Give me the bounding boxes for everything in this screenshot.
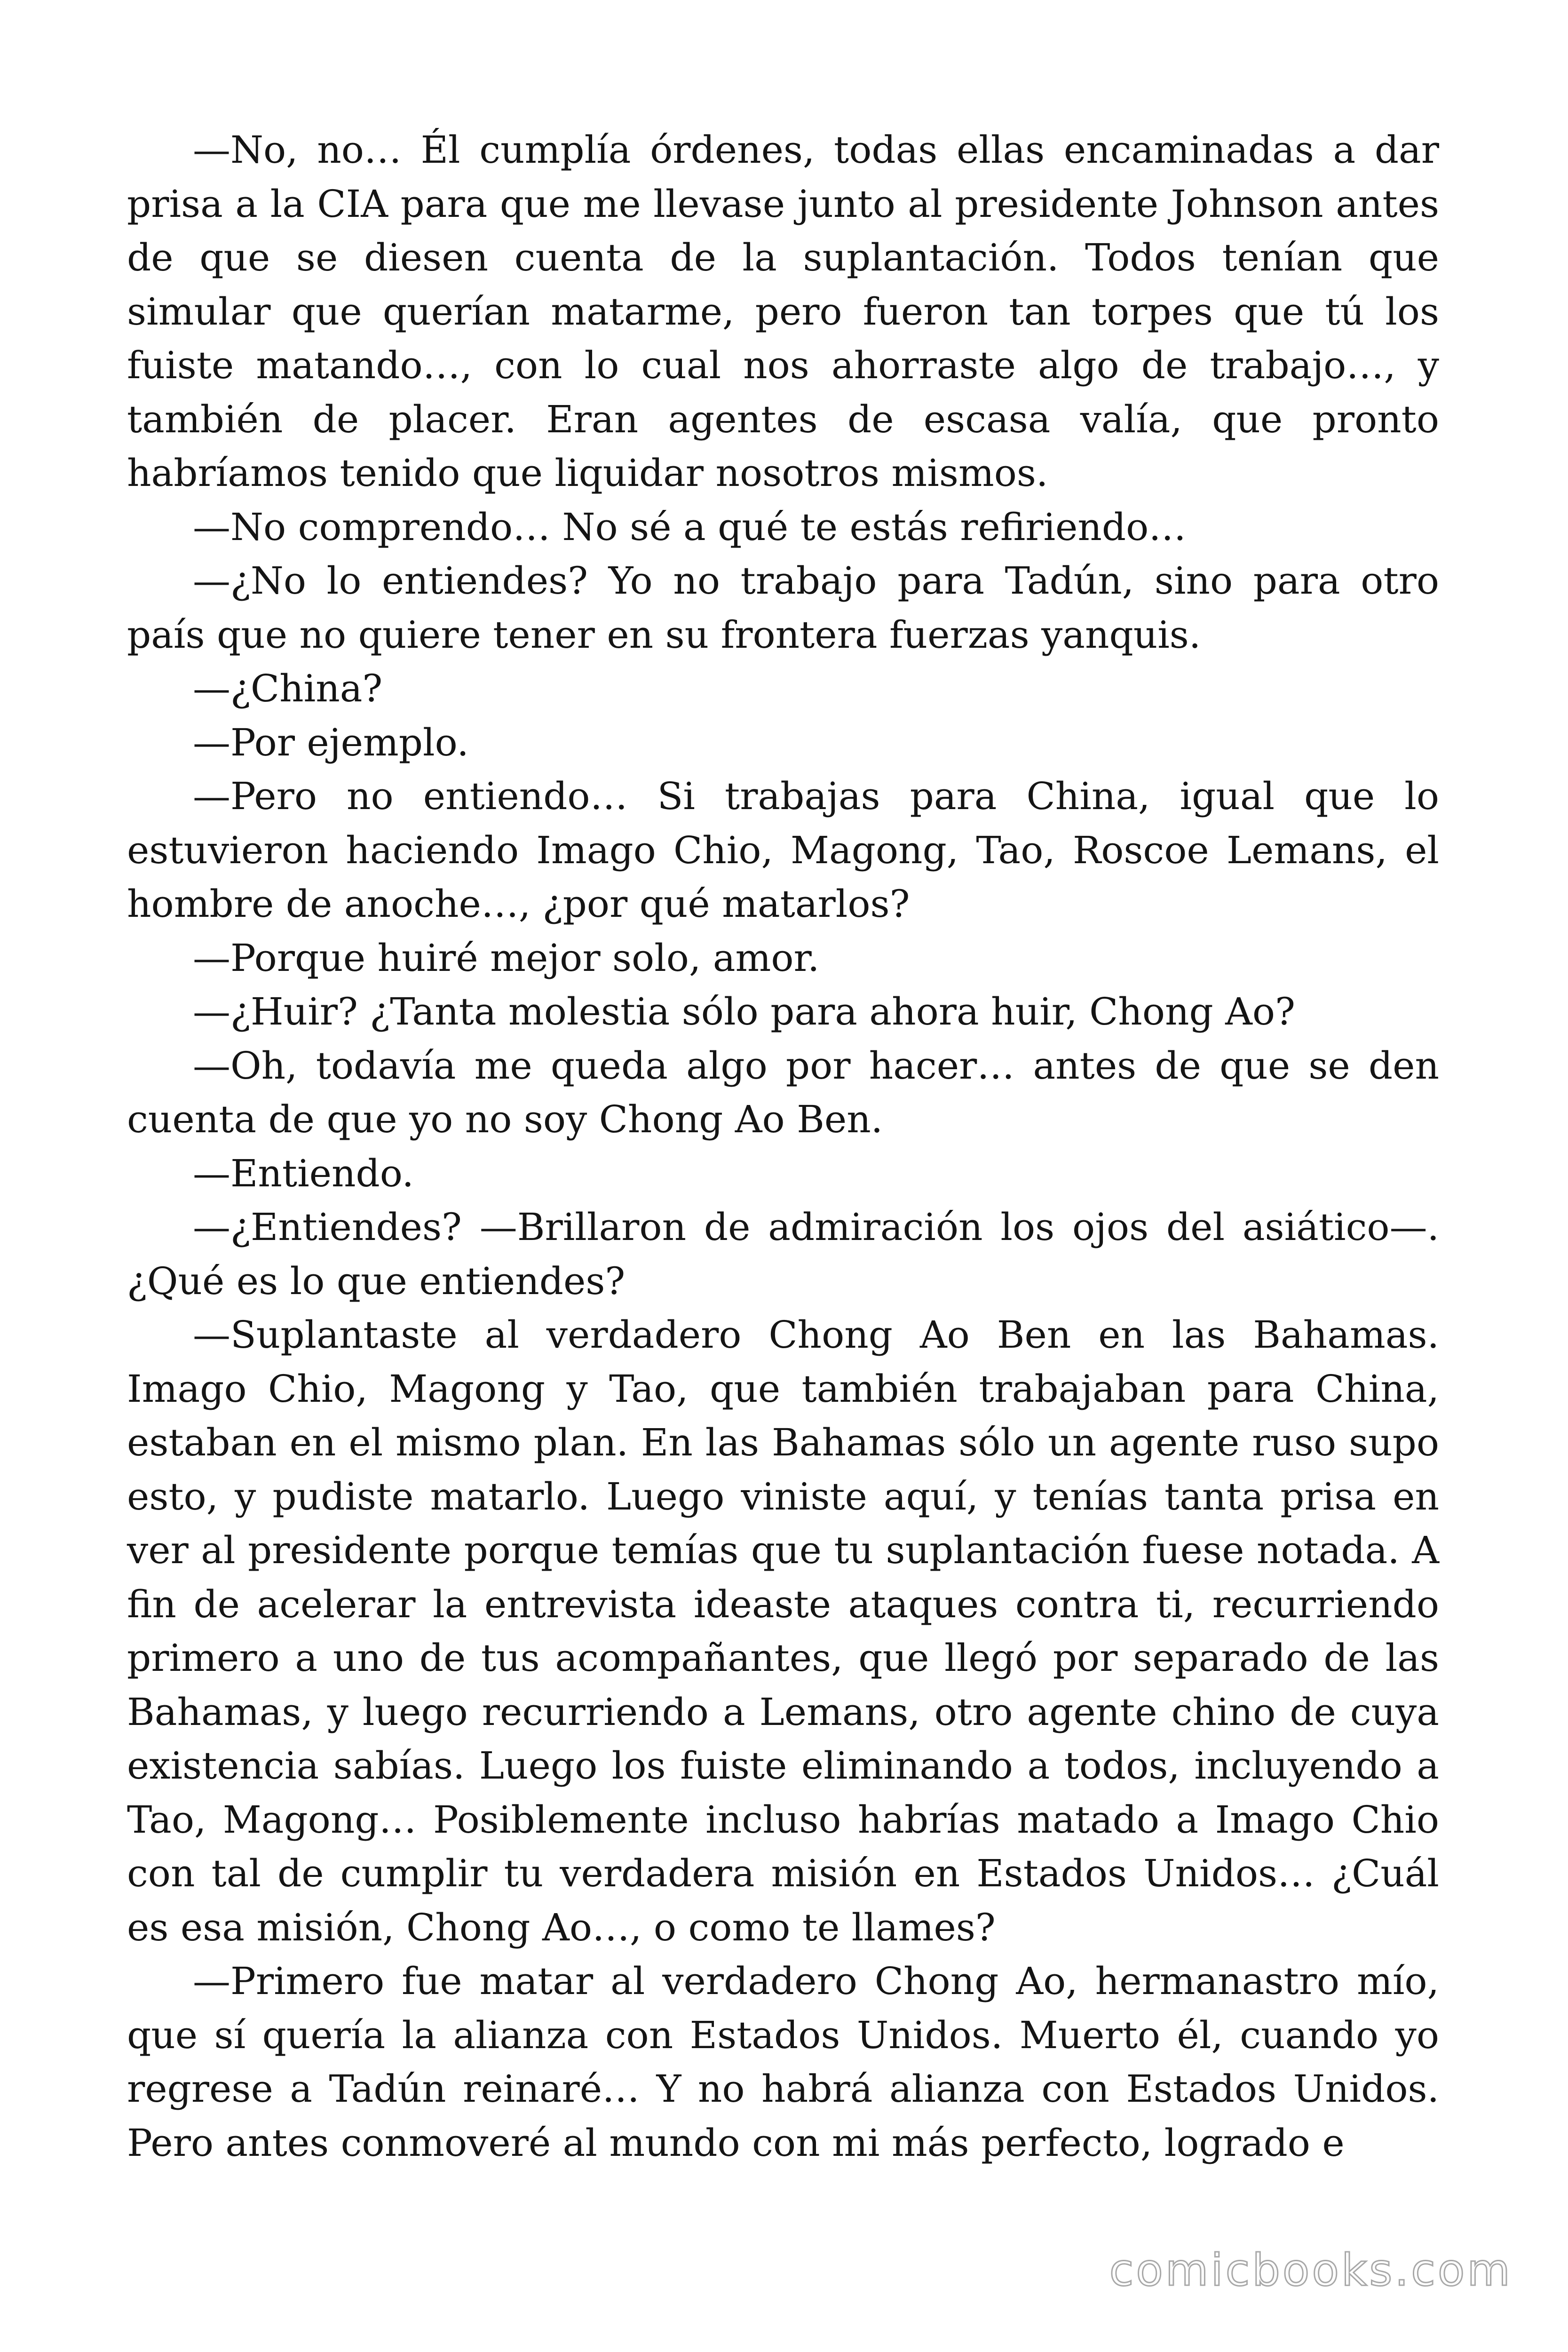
paragraph-2: —No comprendo… No sé a qué te estás refiriendo… bbox=[193, 505, 1187, 549]
paragraph-1: —No, no… Él cumplía órdenes, todas ellas encaminadas a dar prisa a la CIA para que me llevase junto al presidente Johnson antes de que se diesen cuenta de la suplantación. Todos tenían que simular que querían matarme, pero fueron tan torpes que tú los fuiste matando…, con lo cual nos ahorraste algo de trabajo…, y también de placer. Eran agentes de escasa valía, que pronto habríamos tenido que liquidar nosotros mismos. bbox=[127, 128, 1439, 495]
paragraph-13: —Primero fue matar al verdadero Chong Ao, hermanastro mío, que sí quería la alianza con Estados Unidos. Muerto él, cuando yo regrese a Tadún reinaré… Y no habrá alianza con Estados Unidos. Pero antes conmoveré al mundo con mi más perfecto, logrado e bbox=[127, 1959, 1439, 2165]
paragraph-4: —¿China? bbox=[193, 667, 383, 710]
paragraph-9: —Oh, todavía me queda algo por hacer… antes de que se den cuenta de que yo no soy Chong Ao Ben. bbox=[127, 1043, 1439, 1141]
paragraph-12: —Suplantaste al verdadero Chong Ao Ben en las Bahamas. Imago Chio, Magong y Tao, que también trabajaban para China, estaban en el mismo plan. En las Bahamas sólo un agente ruso supo esto, y pudiste matarlo. Luego viniste aquí, y tenías tanta prisa en ver al presidente porque temías que tu suplantación fuese notada. A fin de acelerar la entrevista ideaste ataques contra ti, recurriendo primero a uno de tus acompañantes, que llegó por separado de las Bahamas, y luego recurriendo a Lemans, otro agente chino de cuya existencia sabías. Luego los fuiste eliminando a todos, incluyendo a Tao, Magong… Posiblemente incluso habrías matado a Imago Chio con tal de cumplir tu verdadera misión en Estados Unidos… ¿Cuál es esa misión, Chong Ao…, o como te llames? bbox=[127, 1313, 1439, 1949]
paragraph-6: —Pero no entiendo… Si trabajas para China, igual que lo estuvieron haciendo Imago Chio, Magong, Tao, Roscoe Lemans, el hombre de anoche…, ¿por qué matarlos? bbox=[127, 774, 1439, 926]
paragraph-5: —Por ejemplo. bbox=[193, 720, 469, 764]
paragraph-11: —¿Entiendes? —Brillaron de admiración los ojos del asiático—. ¿Qué es lo que entiendes? bbox=[127, 1205, 1439, 1303]
paragraph-7: —Porque huiré mejor solo, amor. bbox=[193, 936, 820, 980]
paragraph-10: —Entiendo. bbox=[193, 1151, 414, 1195]
watermark: comicbooks.com bbox=[1109, 2245, 1513, 2296]
body-text bbox=[127, 123, 1439, 2170]
paragraph-3: —¿No lo entiendes? Yo no trabajo para Tadún, sino para otro país que no quiere tener en su frontera fuerzas yanquis. bbox=[127, 559, 1439, 657]
paragraph-8: —¿Huir? ¿Tanta molestia sólo para ahora huir, Chong Ao? bbox=[193, 990, 1295, 1033]
